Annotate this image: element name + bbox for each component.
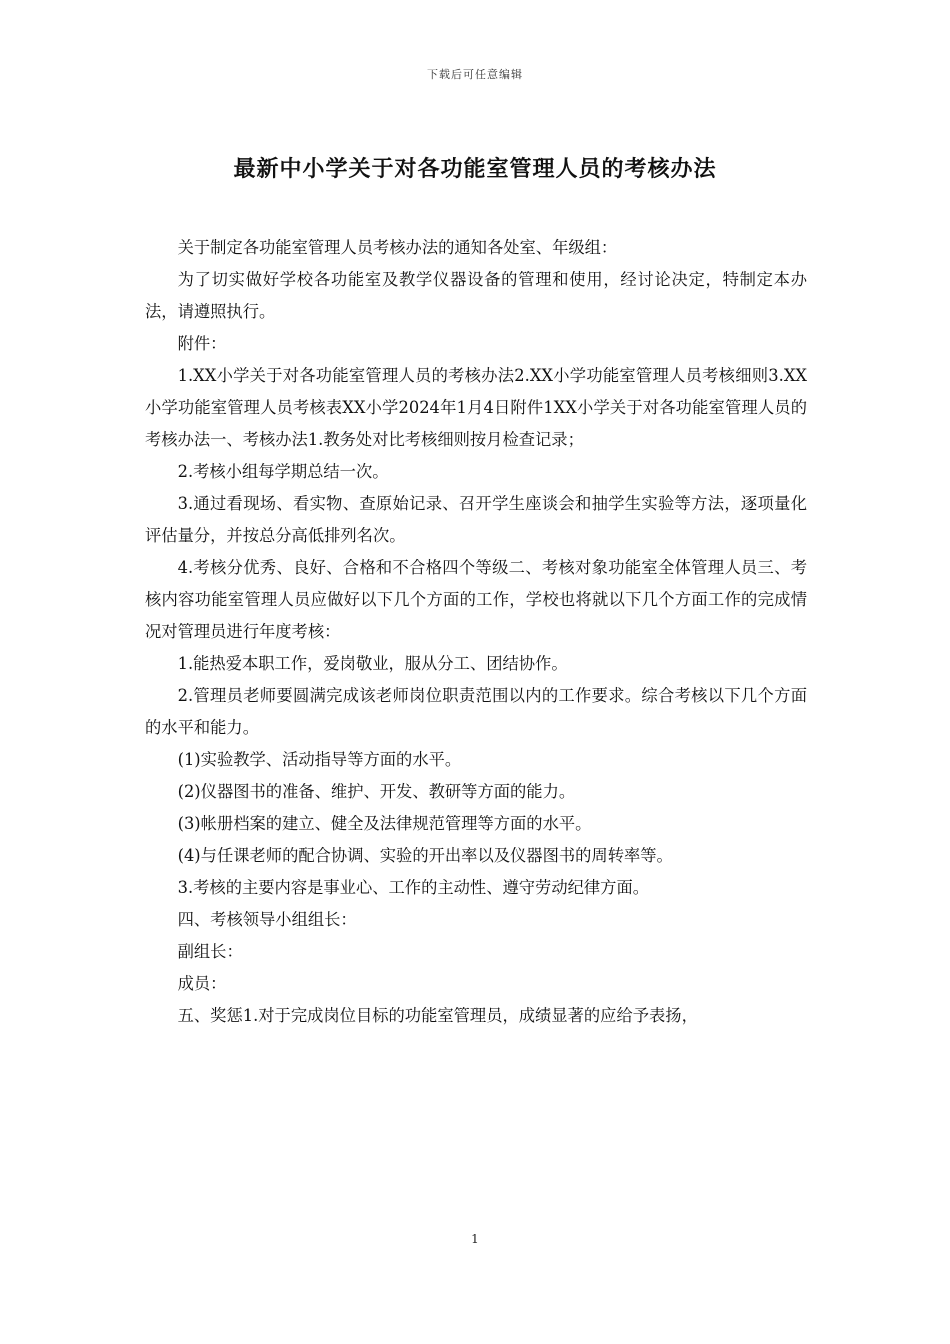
paragraph: (4)与任课老师的配合协调、实验的开出率以及仪器图书的周转率等。	[177, 846, 673, 865]
page-header-note: 下载后可任意编辑	[427, 68, 523, 81]
paragraph: (1)实验教学、活动指导等方面的水平。	[177, 750, 462, 769]
document-title: 最新中小学关于对各功能室管理人员的考核办法	[233, 156, 717, 182]
paragraph: 3.通过看现场、看实物、查原始记录、召开学生座谈会和抽学生实验等方法，逐项量化评估量分，并按总分高低排列名次。	[145, 494, 807, 545]
paragraph: 2.管理员老师要圆满完成该老师岗位职责范围以内的工作要求。综合考核以下几个方面的水平和能力。	[145, 686, 807, 737]
document-body	[145, 232, 807, 1032]
paragraph: 1.XX小学关于对各功能室管理人员的考核办法2.XX小学功能室管理人员考核细则3.XX小学功能室管理人员考核表XX小学2024年1月4日附件1XX小学关于对各功能室管理人员的考核办法一、考核办法1.教务处对比考核细则按月检查记录；	[145, 366, 807, 449]
paragraph: 关于制定各功能室管理人员考核办法的通知各处室、年级组：	[177, 238, 618, 257]
paragraph: 成员：	[177, 974, 227, 993]
paragraph: 1.能热爱本职工作，爱岗敬业，服从分工、团结协作。	[177, 654, 568, 673]
paragraph: 2.考核小组每学期总结一次。	[177, 462, 389, 481]
paragraph: (3)帐册档案的建立、健全及法律规范管理等方面的水平。	[177, 814, 592, 833]
paragraph: 3.考核的主要内容是事业心、工作的主动性、遵守劳动纪律方面。	[177, 878, 650, 897]
paragraph: 附件：	[177, 334, 227, 353]
paragraph: 4.考核分优秀、良好、合格和不合格四个等级二、考核对象功能室全体管理人员三、考核内容功能室管理人员应做好以下几个方面的工作，学校也将就以下几个方面工作的完成情况对管理员进行年度考核：	[145, 558, 807, 641]
page-number: 1	[471, 1232, 479, 1246]
paragraph: 四、考核领导小组组长：	[177, 910, 357, 929]
paragraph: 五、奖惩1.对于完成岗位目标的功能室管理员，成绩显著的应给予表扬，	[177, 1006, 698, 1025]
paragraph: (2)仪器图书的准备、维护、开发、教研等方面的能力。	[177, 782, 576, 801]
paragraph: 副组长：	[177, 942, 243, 961]
paragraph: 为了切实做好学校各功能室及教学仪器设备的管理和使用，经讨论决定，特制定本办法，请遵照执行。	[145, 270, 807, 321]
